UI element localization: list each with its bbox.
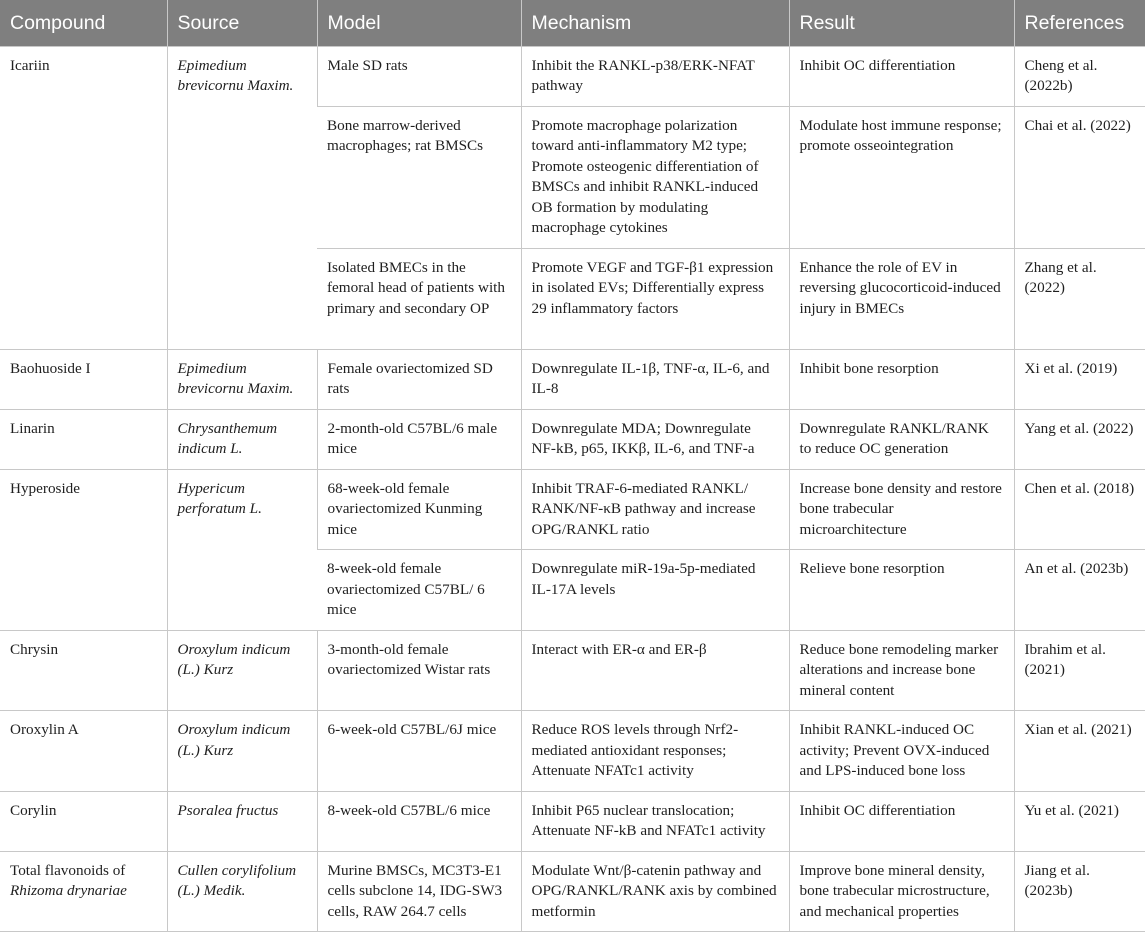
model-cell: 6-week-old C57BL/6J mice	[317, 711, 521, 792]
header-references: References	[1014, 0, 1145, 46]
model-cell: Female ovariectomized SD rats	[317, 349, 521, 409]
compound-cell: Hyperoside	[0, 469, 167, 630]
result-cell: Relieve bone resorption	[789, 550, 1014, 631]
source-cell: Psoralea fructus	[167, 791, 317, 851]
model-cell: 8-week-old female ovariectomized C57BL/ 6 mice	[317, 550, 521, 631]
result-cell: Inhibit RANKL-induced OC activity; Prevent OVX-induced and LPS-induced bone loss	[789, 711, 1014, 792]
compound-cell: Oroxylin A	[0, 711, 167, 792]
result-cell: Modulate host immune response; promote osseointegration	[789, 106, 1014, 248]
model-cell: 3-month-old female ovariectomized Wistar rats	[317, 630, 521, 711]
compound-cell: Chrysin	[0, 630, 167, 711]
compound-name-italic: Rhizoma drynariae	[10, 882, 127, 899]
mechanism-cell: Modulate Wnt/β-catenin pathway and OPG/RANKL/RANK axis by combined metformin	[521, 851, 789, 932]
compound-cell: Corylin	[0, 791, 167, 851]
reference-cell: Chen et al. (2018)	[1014, 469, 1145, 550]
model-cell: Isolated BMECs in the femoral head of patients with primary and secondary OP	[317, 248, 521, 349]
table-row	[0, 630, 1145, 711]
mechanism-cell: Downregulate miR-19a-5p-mediated IL-17A levels	[521, 550, 789, 631]
mechanism-cell: Inhibit TRAF-6-mediated RANKL/ RANK/NF-κB pathway and increase OPG/RANKL ratio	[521, 469, 789, 550]
compound-cell: Linarin	[0, 409, 167, 469]
reference-cell: Cheng et al. (2022b)	[1014, 46, 1145, 106]
result-cell: Downregulate RANKL/RANK to reduce OC generation	[789, 409, 1014, 469]
mechanism-cell: Downregulate MDA; Downregulate NF-kB, p65, IKKβ, IL-6, and TNF-a	[521, 409, 789, 469]
table-row	[0, 349, 1145, 409]
reference-cell: Xian et al. (2021)	[1014, 711, 1145, 792]
table-row	[0, 409, 1145, 469]
source-cell: Epimedium brevicornu Maxim.	[167, 349, 317, 409]
model-cell: Murine BMSCs, MC3T3-E1 cells subclone 14, IDG-SW3 cells, RAW 264.7 cells	[317, 851, 521, 932]
table-body	[0, 46, 1145, 932]
source-cell: Hypericum perforatum L.	[167, 469, 317, 630]
reference-cell: Jiang et al. (2023b)	[1014, 851, 1145, 932]
result-cell: Increase bone density and restore bone trabecular microarchitecture	[789, 469, 1014, 550]
reference-cell: An et al. (2023b)	[1014, 550, 1145, 631]
model-cell: 68-week-old female ovariectomized Kunming mice	[317, 469, 521, 550]
compound-cell	[0, 851, 167, 932]
table-row	[0, 791, 1145, 851]
header-result: Result	[789, 0, 1014, 46]
source-cell: Oroxylum indicum (L.) Kurz	[167, 711, 317, 792]
header-row	[0, 0, 1145, 46]
table-header	[0, 0, 1145, 46]
compound-name: Total flavonoids of	[10, 861, 126, 879]
mechanism-cell: Reduce ROS levels through Nrf2-mediated antioxidant responses; Attenuate NFATc1 activity	[521, 711, 789, 792]
reference-cell: Ibrahim et al. (2021)	[1014, 630, 1145, 711]
result-cell: Improve bone mineral density, bone trabecular microstructure, and mechanical properties	[789, 851, 1014, 932]
source-cell: Epimedium brevicornu Maxim.	[167, 46, 317, 349]
table-row	[0, 711, 1145, 792]
mechanism-cell: Promote VEGF and TGF-β1 expression in isolated EVs; Differentially express 29 inflammatory factors	[521, 248, 789, 349]
reference-cell: Xi et al. (2019)	[1014, 349, 1145, 409]
model-cell: Male SD rats	[317, 46, 521, 106]
reference-cell: Chai et al. (2022)	[1014, 106, 1145, 248]
reference-cell: Yang et al. (2022)	[1014, 409, 1145, 469]
mechanism-cell: Inhibit P65 nuclear translocation; Attenuate NF-kB and NFATc1 activity	[521, 791, 789, 851]
mechanism-cell: Promote macrophage polarization toward anti-inflammatory M2 type; Promote osteogenic differentiation of BMSCs and inhibit RANKL-induced OB formation by modulating macrophage cytokines	[521, 106, 789, 248]
result-cell: Reduce bone remodeling marker alterations and increase bone mineral content	[789, 630, 1014, 711]
compound-cell: Baohuoside I	[0, 349, 167, 409]
model-cell: 8-week-old C57BL/6 mice	[317, 791, 521, 851]
result-cell: Inhibit OC differentiation	[789, 46, 1014, 106]
result-cell: Inhibit OC differentiation	[789, 791, 1014, 851]
header-source: Source	[167, 0, 317, 46]
source-cell: Chrysanthemum indicum L.	[167, 409, 317, 469]
source-cell: Oroxylum indicum (L.) Kurz	[167, 630, 317, 711]
source-cell: Cullen corylifolium (L.) Medik.	[167, 851, 317, 932]
reference-cell: Yu et al. (2021)	[1014, 791, 1145, 851]
result-cell: Inhibit bone resorption	[789, 349, 1014, 409]
model-cell: 2-month-old C57BL/6 male mice	[317, 409, 521, 469]
model-cell: Bone marrow-derived macrophages; rat BMSCs	[317, 106, 521, 248]
reference-cell: Zhang et al. (2022)	[1014, 248, 1145, 349]
compound-cell: Icariin	[0, 46, 167, 349]
header-mechanism: Mechanism	[521, 0, 789, 46]
table-row	[0, 46, 1145, 106]
mechanism-cell: Inhibit the RANKL-p38/ERK-NFAT pathway	[521, 46, 789, 106]
header-compound: Compound	[0, 0, 167, 46]
mechanism-cell: Downregulate IL-1β, TNF-α, IL-6, and IL-8	[521, 349, 789, 409]
result-cell: Enhance the role of EV in reversing glucocorticoid-induced injury in BMECs	[789, 248, 1014, 349]
mechanism-cell: Interact with ER-α and ER-β	[521, 630, 789, 711]
table-row	[0, 469, 1145, 550]
table-row	[0, 851, 1145, 932]
header-model: Model	[317, 0, 521, 46]
